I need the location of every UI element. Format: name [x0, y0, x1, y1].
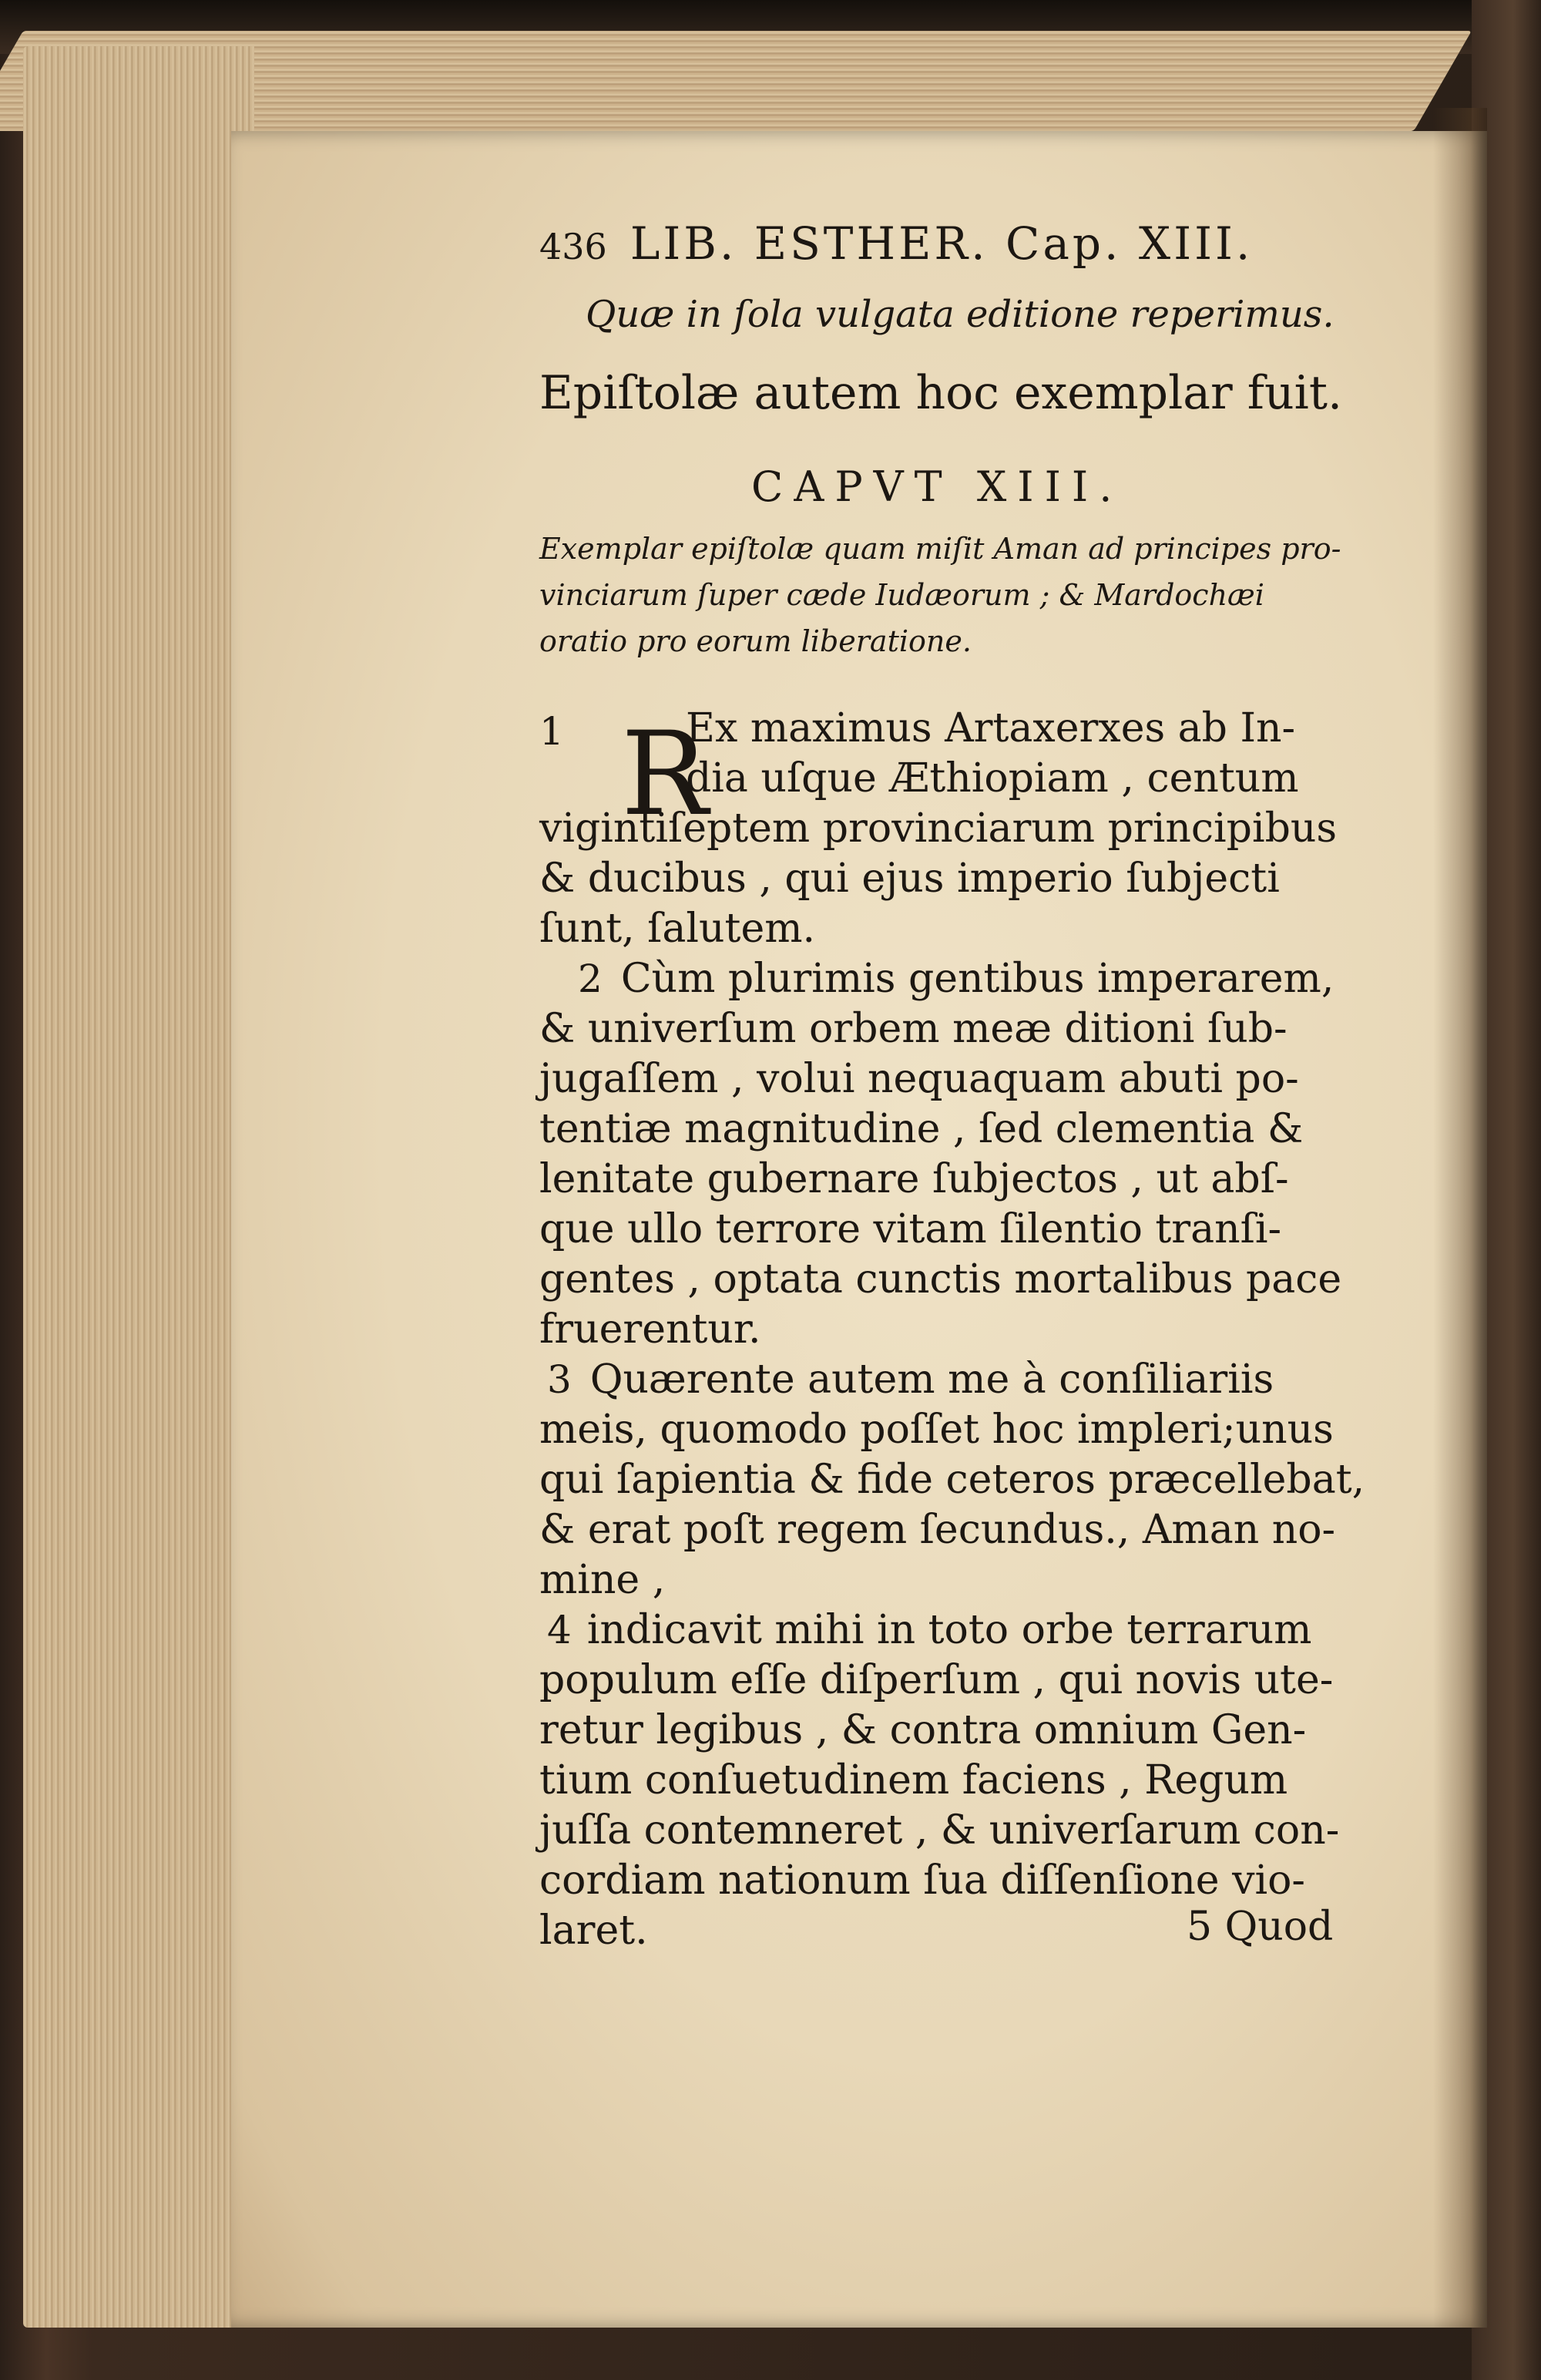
running-head	[539, 217, 1253, 270]
verse-line: tium conſuetudinem faciens , Regum	[539, 1757, 1288, 1803]
verse-line: Quærente autem me à conſiliariis	[589, 1356, 1274, 1403]
chapter-summary-line: oratio pro eorum liberatione.	[539, 624, 972, 658]
catchword: 5 Quod	[1187, 1904, 1334, 1950]
verse-line: laret.	[539, 1908, 648, 1954]
verse-number: 3	[547, 1357, 572, 1402]
verse-first-line	[539, 956, 1334, 1002]
page-number: 436	[539, 226, 607, 267]
drop-cap: R	[621, 708, 708, 842]
verse-line: fruerentur.	[539, 1306, 761, 1353]
subtitle: Quæ in ſola vulgata editione reperimus.	[586, 293, 1335, 336]
verse-line: meis, quomodo poſſet hoc impleri;unus	[539, 1407, 1334, 1453]
verse-line: gentes , optata cunctis mortalibus pace	[539, 1256, 1342, 1303]
verse-line: & univerſum orbem meæ ditioni ſub-	[539, 1006, 1288, 1052]
verse-line: retur legibus , & contra omnium Gen-	[539, 1707, 1307, 1753]
chapter-heading: CAPVT XIII.	[751, 462, 1123, 511]
page-edges-left	[23, 46, 254, 2328]
verse-line: lenitate gubernare ſubjectos , ut abſ-	[539, 1156, 1289, 1202]
verse-number: 1	[539, 709, 564, 754]
verse-number: 4	[547, 1608, 572, 1652]
verse-first-line	[539, 1607, 1311, 1653]
verse-line: jugaſſem , volui nequaquam abuti po-	[539, 1056, 1299, 1102]
verse-line: mine ,	[539, 1557, 666, 1603]
verse-line: indicavit mihi in toto orbe terrarum	[586, 1607, 1312, 1653]
verse-line: vigintiſeptem provinciarum principibus	[539, 805, 1338, 852]
page-gutter	[1433, 108, 1487, 2328]
verse-line: qui ſapientia & fide ceteros præcellebat,	[539, 1457, 1365, 1503]
chapter-summary-line: vinciarum ſuper cæde Iudæorum ; & Mardochæi	[539, 578, 1264, 612]
chapter-summary-line: Exemplar epiſtolæ quam miſit Aman ad principes pro-	[539, 532, 1341, 566]
verse-line: Cùm plurimis gentibus imperarem,	[620, 956, 1335, 1002]
verse-line: ſunt, ſalutem.	[539, 906, 816, 952]
verse-line: & erat poſt regem ſecundus., Aman no-	[539, 1507, 1336, 1553]
verse-first-line	[539, 1356, 1274, 1403]
verse-line: juſſa contemneret , & univerſarum con-	[539, 1807, 1340, 1854]
verse-number: 2	[578, 956, 603, 1001]
running-head-title: LIB. ESTHER. Cap. XIII.	[629, 217, 1254, 270]
verse-line: tentiæ magnitudine , ſed clementia &	[539, 1106, 1304, 1152]
verse-line: dia uſque Æthiopiam , centum	[686, 755, 1299, 802]
verse-line: cordiam nationum ſua diſſenſione vio-	[539, 1857, 1305, 1904]
verse-line: & ducibus , qui ejus imperio ſubjecti	[539, 856, 1280, 902]
verse-line: Ex maximus Artaxerxes ab In-	[686, 705, 1296, 751]
verse-line: populum eſſe diſperſum , qui novis ute-	[539, 1657, 1334, 1703]
verse-line: que ullo terrore vitam ſilentio tranſi-	[539, 1206, 1282, 1252]
intro-line: Epiſtolæ autem hoc exemplar fuit.	[539, 366, 1343, 420]
